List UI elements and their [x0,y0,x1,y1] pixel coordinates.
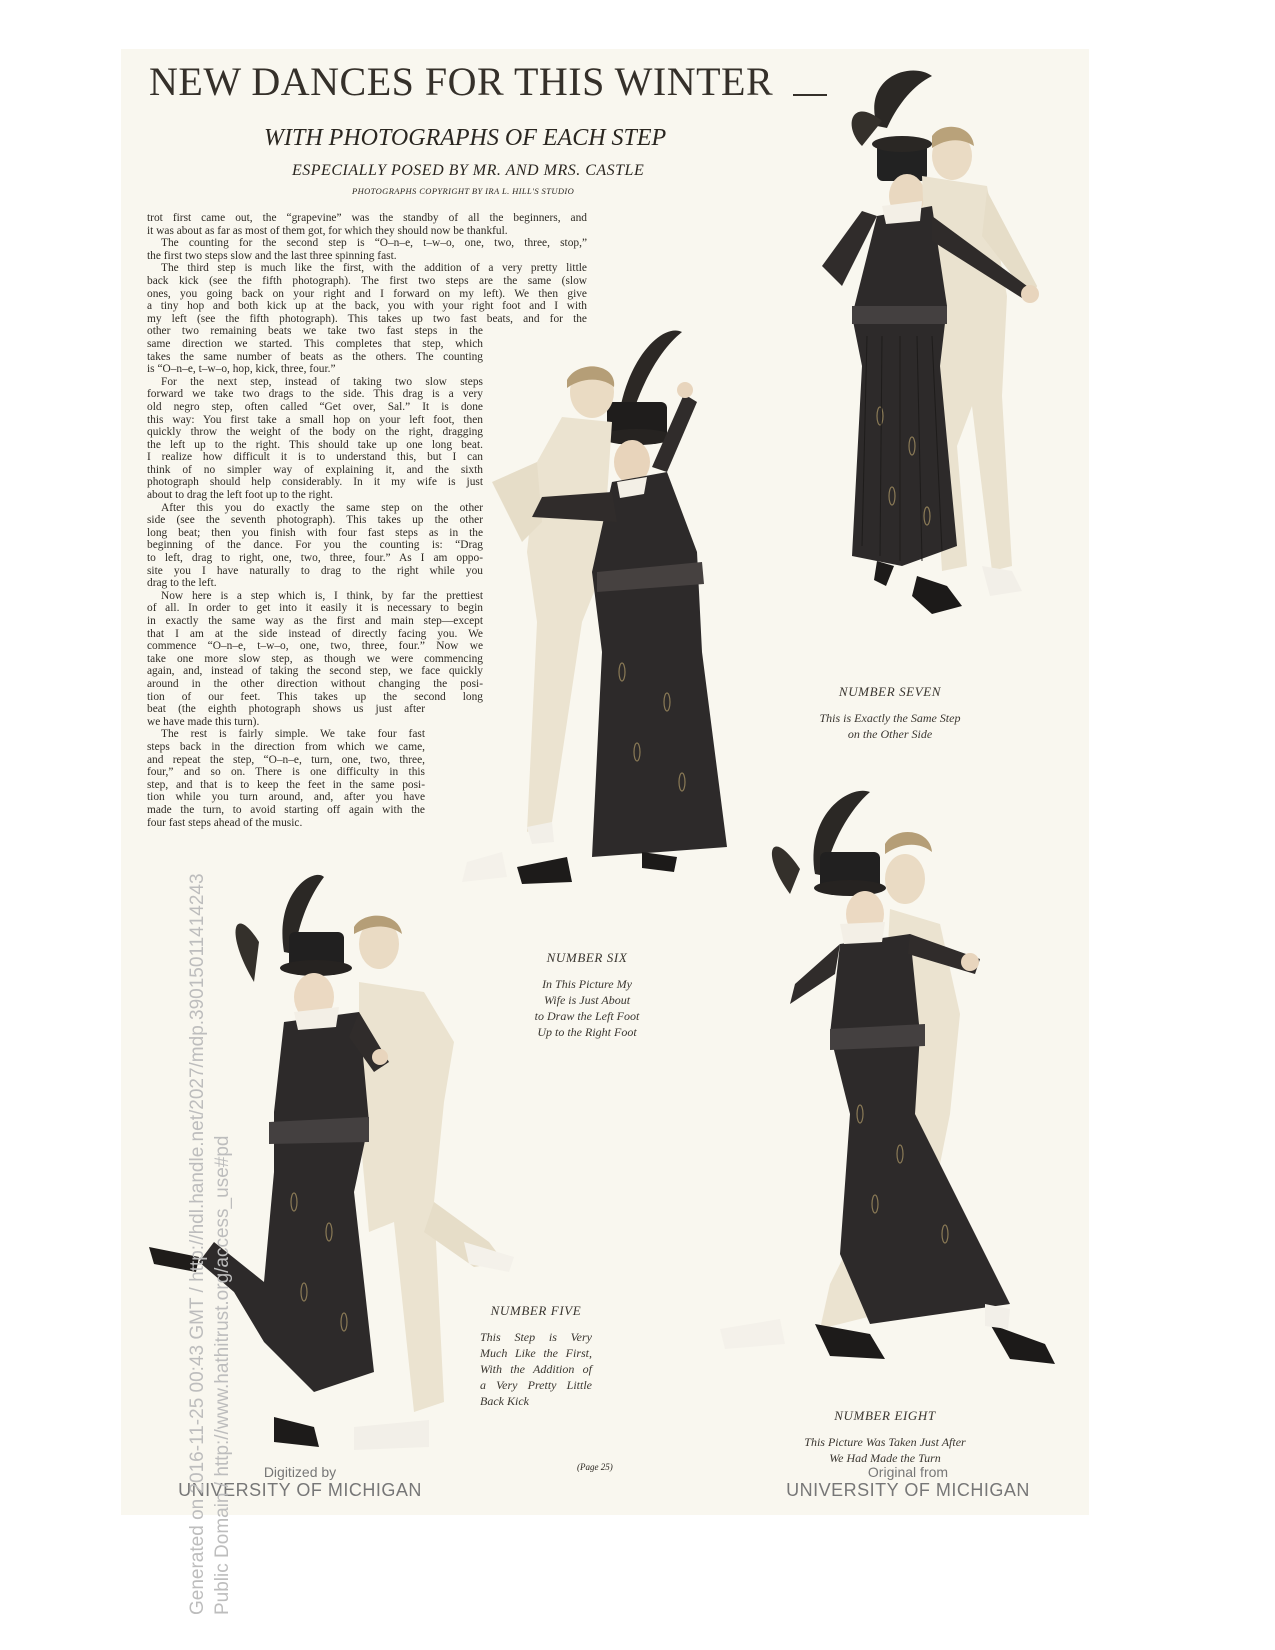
body-text-line: we have made this turn). [147,715,260,728]
body-text-line: is “O–n–e, t–w–o, hop, kick, three, four.” [147,363,336,376]
body-text-line: side (see the seventh photograph). This takes up the other [147,514,483,527]
caption-line: to Draw the Left Foot [534,1009,640,1023]
body-text-line: long beat; then you finish with four fast steps as in the [147,526,483,539]
body-text-line: back kick (see the fifth photograph). The first two steps are the same (slow [147,274,587,287]
body-text-line: Now here is a step which is, I think, by far the prettiest [161,589,483,602]
body-text-line: four fast steps ahead of the music. [147,816,303,829]
caption-title: NUMBER SEVEN [838,684,942,699]
body-text-line: I realize how difficult it is to understand this, but I can [147,451,483,464]
photo-number-eight [720,784,1060,1369]
body-text-line: drag to the left. [147,577,217,590]
caption-title: NUMBER SIX [546,950,628,965]
original-from-block [778,1464,1038,1501]
body-text-line: The third step is much like the first, with the addition of a very pretty little [161,262,587,275]
body-text-line: made the turn, to avoid starting off again with the [147,803,425,816]
body-text-line: takes the same number of beats as the others. The counting [147,350,483,363]
body-text-line: think of no simpler way of explaining it, and the sixth [147,463,483,476]
body-text-line: For the next step, instead of taking two slow steps [161,375,483,388]
digitized-by-institution: UNIVERSITY OF MICHIGAN [178,1480,422,1500]
caption-title: NUMBER EIGHT [834,1408,936,1423]
caption-line: This Step is Very [480,1330,592,1344]
body-text-line: other two remaining beats we take two fast steps in the [147,325,483,338]
caption-line: With the Addition of [480,1362,592,1376]
body-text-line: a tiny hop and both kick up at the back, you with your right foot and I with [147,300,587,313]
body-text-line: site you I have naturally to drag to the right while you [147,564,483,577]
caption-line: on the Other Side [847,727,933,741]
watermark-line-2: Public Domain / http://www.hathitrust.org/access_use#pd [212,1135,233,1615]
caption-number-seven [800,684,980,742]
caption-number-five [480,1303,592,1409]
side-watermark [185,535,235,1615]
caption-line: Up to the Right Foot [537,1025,637,1039]
page-subtitle: WITH PHOTOGRAPHS OF EACH STEP [264,125,667,151]
body-text-line: forward we take two drags to the side. This drag is a very [147,388,483,401]
body-text-line: take one more slow step, as though we were commencing [147,652,483,665]
photo-credit: PHOTOGRAPHS COPYRIGHT BY IRA L. HILL'S STUDIO [352,186,575,196]
caption-number-eight [780,1408,990,1466]
body-text-line: After this you do exactly the same step on the other [161,501,483,514]
body-text-line: my left (see the fifth photograph). This takes up two fast beats, and for the [147,312,587,325]
photo-number-six [452,322,752,894]
body-text-line: steps back in the direction from which we came, [147,740,425,753]
body-text-line: beginning of the dance. For you the counting is: “Drag [147,539,483,552]
body-text-line: it was about as far as most of them got, for which they should now be thankful. [147,224,508,237]
body-text-line: four,” and so on. There is one difficulty in this [147,766,425,779]
body-text-line: the left up to the right. This should take up one long beat. [147,438,483,451]
body-text-line: same direction we started. This completes that step, which [147,337,483,350]
caption-line: Wife is Just About [543,993,631,1007]
caption-line: a Very Pretty Little [480,1378,592,1392]
posed-by-line: ESPECIALLY POSED BY MR. AND MRS. CASTLE [292,162,645,179]
body-text-line: tion while you turn around, and, after you have [147,791,425,804]
body-text-line: tion of our feet. This takes up the second long [147,690,483,703]
body-text-line: in exactly the same way as the first and main step—except [147,615,483,627]
body-text-line: ones, you going back on your right and I forward on my left). We then give [147,287,587,300]
body-text-line: to left, drag to right, one, two, three, four.” As I am oppo- [147,552,483,565]
body-text-line: commence “O–n–e, t–w–o, one, two, three, four.” Now we [147,640,483,653]
body-text-line: about to drag the left foot up to the right. [147,489,334,502]
caption-line: We Had Made the Turn [829,1451,941,1465]
body-text-line: the first two steps slow and the last three spinning fast. [147,249,397,262]
body-text-line: The counting for the second step is “O–n–e, t–w–o, one, two, three, stop,” [161,237,587,250]
digitized-by-label: Digitized by [263,1464,337,1480]
caption-line: In This Picture My [542,977,632,991]
body-text-line: photograph should help considerably. In it my wife is just [147,476,483,489]
body-text-line: beat (the eighth photograph shows us just after [147,703,425,716]
original-from-label: Original from [867,1464,949,1480]
body-text-line: old negro step, often called “Get over, Sal.” It is done [147,400,483,413]
body-text-line: step, and that is to keep the feet in the same posi- [147,778,425,791]
caption-line: This Picture Was Taken Just After [804,1435,966,1449]
body-text-line: around in the other direction without changing the posi- [147,677,483,690]
body-text-line: quickly throw the weight of the body on the right, dragging [147,426,483,439]
caption-number-six [518,950,656,1040]
photo-number-seven [782,66,1042,646]
body-text-line: and repeat the step, “O–n–e, turn, one, two, three, [147,753,425,766]
body-text-line: that I am at the side instead of directly facing you. We [147,627,483,640]
body-text-line: of all. In order to get into it easily it is necessary to begin [147,602,483,615]
body-text-line: this way: You first take a small hop on your left foot, then [147,413,483,426]
caption-title: NUMBER FIVE [490,1303,582,1318]
body-text-line: again, and, instead of taking the second step, we face quickly [147,665,483,678]
page-title: NEW DANCES FOR THIS WINTER [149,59,774,104]
watermark-line-1: Generated on 2016-11-25 00:43 GMT / http://hdl.handle.net/2027/mdp.39015011414243 [187,873,208,1615]
caption-line: Back Kick [480,1394,529,1408]
caption-line: This is Exactly the Same Step [819,711,961,725]
body-text-line: trot first came out, the “grapevine” was the standby of all the beginners, and [147,212,587,224]
original-from-institution: UNIVERSITY OF MICHIGAN [786,1480,1030,1500]
page-number: (Page 25) [577,1462,613,1472]
caption-line: Much Like the First, [480,1346,592,1360]
body-text-line: The rest is fairly simple. We take four fast [161,728,425,741]
